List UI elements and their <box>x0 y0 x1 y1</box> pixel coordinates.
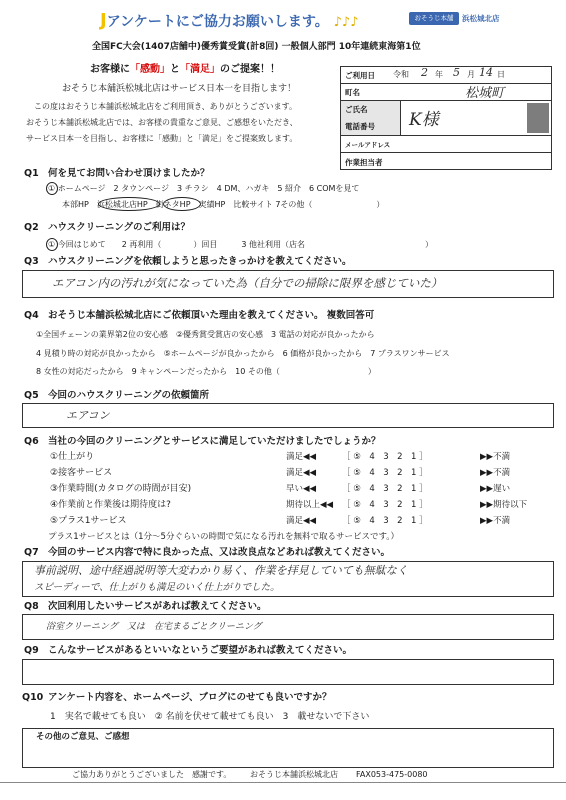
town-value: 松城町 <box>465 86 505 101</box>
q6-row-item: ①仕上がり <box>50 452 95 462</box>
q9-question: こんなサービスがあるといいなというご要望があれば教えてください。 <box>48 645 353 656</box>
q1-hp-circle <box>98 197 160 211</box>
q6-row-scale: ［ ⑤ 4 3 2 1 ］ <box>342 452 428 462</box>
title-text: アンケートにご協力お願いします。 <box>106 14 329 30</box>
date-month-value: 5 <box>453 66 460 79</box>
q1-question: 何を見てお問い合わせ頂けましたか？ <box>48 168 210 179</box>
q6-row-left: 早い◀◀ <box>286 484 317 494</box>
intro-line-1: この度はおそうじ本舗浜松城北店をご利用頂き、ありがとうございます。 <box>34 102 298 111</box>
q7-question: 今回のサービス内容で特に良かった点、又は改良点などあれば教えてください。 <box>48 547 391 558</box>
customer-info-table <box>340 66 552 170</box>
mail-row <box>341 135 551 153</box>
q6-row-scale: ［ ⑤ 4 3 2 1 ］ <box>342 468 428 478</box>
proposal-heading <box>90 64 280 76</box>
q2-question: ハウスクリーニングのご利用は？ <box>48 222 191 233</box>
town-row <box>341 83 551 101</box>
q2-label: Q2 <box>24 222 39 233</box>
q10-options: 1 実名で載せても良い ② 名前を伏せて載せても良い 3 載せないで下さい <box>50 712 370 722</box>
q6-row-right: ▶▶不満 <box>480 516 511 526</box>
mail-label: メールアドレス <box>345 141 391 149</box>
survey-title <box>100 10 359 31</box>
q5-label: Q5 <box>24 390 39 401</box>
footer-company: おそうじ本舗浜松城北店 <box>250 770 338 779</box>
phone-label: 電話番号 <box>345 122 375 131</box>
q9-label: Q9 <box>24 645 39 656</box>
intro-line-3: サービス日本一を目指し、お客様に「感動」と「満足」をご提案致します。 <box>26 134 298 143</box>
name-value: K様 <box>409 110 439 130</box>
title-j-letter: J <box>100 10 107 31</box>
q6-row-left: 満足◀◀ <box>286 468 317 478</box>
date-day-value: 14 <box>479 66 493 79</box>
award-line: 全国FC大会(1407店舗中)優秀賞受賞(計8回) 一般個人部門 10年連続東海第1位 <box>92 42 421 52</box>
q1-options-2: 本部HP 浜松城北店HP 街ネタHP 実績HP 比較サイト 7その他（ ） <box>62 200 385 209</box>
q6-row-right: ▶▶期待以下 <box>480 500 528 510</box>
q4-question: おそうじ本舗浜松城北店にご依頼頂いた理由を教えてください。 複数回答可 <box>48 310 375 321</box>
q3-label: Q3 <box>24 256 39 267</box>
q4-options-1: ①全国チェーンの業界第2位の安心感 ②優秀賞受賞店の安心感 3 電話の対応が良かったから <box>36 330 375 339</box>
footer-divider <box>0 782 566 784</box>
q4-label: Q4 <box>24 310 39 321</box>
music-notes-icon: ♪♪♪ <box>333 15 359 30</box>
date-label: ご利用日 <box>345 71 375 80</box>
proposal-to: と <box>170 64 180 75</box>
q1-neta-circle <box>163 197 201 211</box>
date-day-unit: 日 <box>497 70 505 79</box>
q6-row-item: ⑤プラス1サービス <box>50 516 127 526</box>
proposal-kando: 「感動」 <box>130 64 170 75</box>
store-name: 浜松城北店 <box>462 14 500 23</box>
q1-options-1: ① ホームページ 2 タウンページ 3 チラシ 4 DM、ハガキ 5 紹介 6 COMを見て <box>48 184 360 193</box>
date-month-unit: 月 <box>467 70 475 79</box>
q6-row-item: ④作業前と作業後は期待度は? <box>50 500 171 510</box>
q6-row-scale: ［ ⑤ 4 3 2 1 ］ <box>342 484 428 494</box>
name-label: ご氏名 <box>345 105 368 114</box>
name-row <box>341 100 551 136</box>
q10-label: Q10 <box>22 692 44 703</box>
q6-row-right: ▶▶不満 <box>480 468 511 478</box>
q5-question: 今回のハウスクリーニングの依頼箇所 <box>48 390 210 401</box>
q6-row-right: ▶▶不満 <box>480 452 511 462</box>
q7-label: Q7 <box>24 547 39 558</box>
footer-fax: FAX053-475-0080 <box>356 770 428 779</box>
proposal-pre: お客様に <box>90 64 130 75</box>
q6-row-left: 期待以上◀◀ <box>286 500 334 510</box>
q5-answer: エアコン <box>66 409 110 422</box>
q8-answer: 浴室クリーニング 又は 在宅まるごとクリーニング <box>46 622 262 632</box>
q4-options-2: 4 見積り時の対応が良かったから ⑤ホームページが良かったから 6 価格が良かったから 7 プラスワンサービス <box>36 349 450 358</box>
q1-label: Q1 <box>24 168 39 179</box>
q6-row-item: ③作業時間(カタログの時間が目安) <box>50 484 192 494</box>
q6-row-left: 満足◀◀ <box>286 452 317 462</box>
staff-label: 作業担当者 <box>345 158 383 167</box>
q6-row-right: ▶▶遅い <box>480 484 511 494</box>
redacted-block <box>527 103 549 133</box>
q6-row-item: ②接客サービス <box>50 468 113 478</box>
staff-row <box>341 152 551 171</box>
town-label: 町名 <box>345 88 360 97</box>
date-year-value: 2 <box>421 66 428 79</box>
q2-answer-circle <box>46 238 58 251</box>
q3-question: ハウスクリーニングを依頼しようと思ったきっかけを教えてください。 <box>48 256 352 267</box>
intro-line-2: おそうじ本舗浜松城北店では、お客様の貴重なご意見、ご感想をいただき、 <box>26 118 298 127</box>
q6-label: Q6 <box>24 436 39 447</box>
q8-question: 次回利用したいサービスがあれば教えてください。 <box>48 601 267 612</box>
q1-answer-circle <box>46 182 58 195</box>
date-era: 令和 <box>393 70 409 79</box>
q6-question: 当社の今回のクリーニングとサービスに満足していただけましたでしょうか？ <box>48 436 381 447</box>
q10-question: アンケート内容を、ホームページ、ブログにのせても良いですか？ <box>48 692 332 703</box>
footer-thanks: ご協力ありがとうございました 感謝です。 <box>72 770 232 779</box>
q6-row-scale: ［ ⑤ 4 3 2 1 ］ <box>342 500 428 510</box>
q9-answer-box <box>22 659 554 685</box>
q6-row-left: 満足◀◀ <box>286 516 317 526</box>
q7-answer-line-2: スピーディーで、仕上がりも満足のいく仕上がりでした。 <box>34 582 280 593</box>
proposal-post: のご提案！！ <box>220 64 280 75</box>
q3-answer: エアコン内の汚れが気になっていた為（自分での掃除に限界を感じていた） <box>52 276 443 290</box>
date-year-unit: 年 <box>435 70 443 79</box>
q7-answer-line-1: 事前説明、途中経過説明等大変わかり易く、作業を拝見していても無駄なく <box>34 564 408 577</box>
proposal-manzoku: 「満足」 <box>180 64 220 75</box>
q4-options-3: 8 女性の対応だったから 9 キャンペーンだったから 10 その他（ ） <box>36 367 376 376</box>
slogan: おそうじ本舗浜松城北店はサービス日本一を目指します！ <box>62 84 297 94</box>
q8-label: Q8 <box>24 601 39 612</box>
company-logo: おそうじ本舗 <box>409 12 459 25</box>
q2-options: ① 今回はじめて 2 再利用（ ）回目 3 他社利用（店名 ） <box>48 240 433 249</box>
q6-note: プラス1サービスとは（1分～5分ぐらいの時間で気になる汚れを無料で取るサービスです。） <box>48 532 400 542</box>
q10-other-label: その他のご意見、ご感想 <box>36 732 130 742</box>
q6-row-scale: ［ ⑤ 4 3 2 1 ］ <box>342 516 428 526</box>
